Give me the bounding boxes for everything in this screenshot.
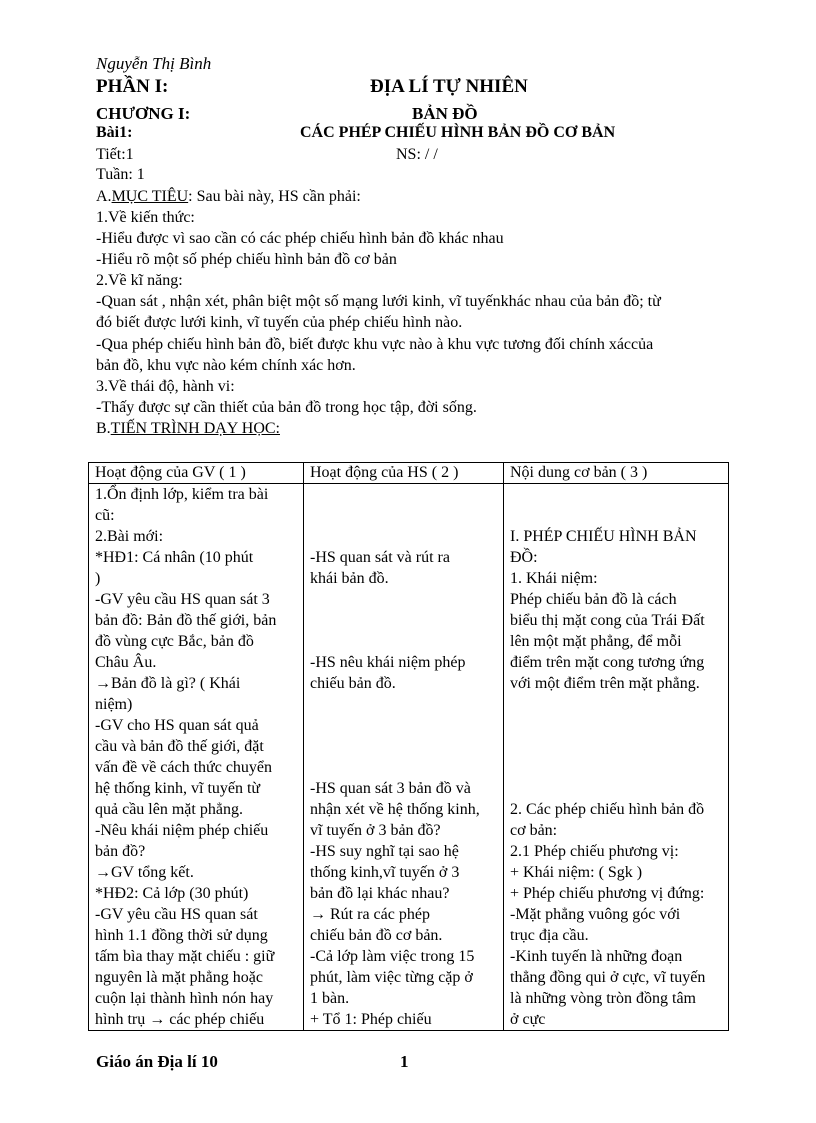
cell-line [510,715,722,736]
header-basic-content: Nội dung cơ bản ( 3 ) [504,463,729,484]
cell-line [310,526,497,547]
cell-line: trục địa cầu. [510,927,589,944]
objective-line: 1.Về kiến thức: [96,209,195,226]
cell-line [510,694,722,715]
objective-line: -Thấy được sự cần thiết của bản đồ trong học tập, đời sống. [96,399,477,416]
cell-line: điểm trên mặt cong tương ứng [510,654,705,671]
period-label: Tiết:1 [96,146,134,163]
cell-line [510,505,722,526]
cell-line: chiếu bản đồ cơ bản. [310,927,443,944]
cell-line: -HS suy nghĩ tại sao hệ [310,843,459,860]
cell-line: ĐỒ: [510,549,538,566]
cell-line: vĩ tuyến ở 3 bản đồ? [310,822,441,839]
objectives-heading [96,188,361,206]
cell-line: quả cầu lên mặt phẳng. [95,801,243,818]
lesson-title: CÁC PHÉP CHIẾU HÌNH BẢN ĐỒ CƠ BẢN [300,124,616,141]
cell-line: 1 bàn. [310,990,350,1007]
cell-line [310,505,497,526]
cell-line: cuộn lại thành hình nón hay [95,990,274,1007]
cell-line [310,757,497,778]
chapter-title: BẢN ĐỒ [412,104,478,123]
cell-line: 2. Các phép chiếu hình bản đồ [510,801,705,818]
cell-line: → Rút ra các phép [310,906,430,923]
cell-line [310,589,497,610]
cell-line: 2.Bài mới: [95,528,164,545]
teacher-activity-cell [89,484,304,1031]
student-activity-cell [304,484,504,1031]
week-label: Tuần: 1 [96,166,145,183]
cell-line: nhận xét về hệ thống kinh, [310,801,480,818]
footer-title: Giáo án Địa lí 10 [96,1052,218,1071]
header-student-activity: Hoạt động của HS ( 2 ) [304,463,504,484]
section-a-prefix: A. [96,188,112,205]
cell-line: ở cực [510,1011,546,1028]
objective-line: bản đồ, khu vực nào kém chính xác hơn. [96,357,356,374]
cell-line: bản đồ lại khác nhau? [310,885,450,902]
cell-line: I. PHÉP CHIẾU HÌNH BẢN [510,528,697,545]
section-b-prefix: B. [96,420,111,437]
cell-line: -GV cho HS quan sát quả [95,717,259,734]
objective-line: đó biết được lưới kinh, vĩ tuyến của phép chiếu hình nào. [96,314,463,331]
section-a-suffix: : Sau bài này, HS cần phải: [188,188,361,205]
cell-line [310,736,497,757]
cell-line [510,484,722,505]
table-header-row [89,463,729,484]
lesson-activities-table [88,462,729,1031]
cell-line: 2.1 Phép chiếu phương vị: [510,843,679,860]
cell-line [310,715,497,736]
cell-line: chiếu bản đồ. [310,675,396,692]
cell-line: -HS nêu khái niệm phép [310,654,466,671]
section-a-heading: MỤC TIÊU [111,188,189,205]
page-number: 1 [400,1052,409,1071]
cell-line: + Khái niệm: ( Sgk ) [510,864,643,881]
objective-line: -Hiểu rõ một số phép chiếu hình bản đồ cơ bản [96,251,397,268]
cell-line: + Tổ 1: Phép chiếu [310,1011,432,1028]
cell-line: -Kinh tuyến là những đoạn [510,948,683,965]
cell-line: -GV yêu cầu HS quan sát 3 [95,591,270,608]
cell-line: →Bản đồ là gì? ( Khái [95,675,241,692]
cell-line: thẳng đồng qui ở cực, vĩ tuyến [510,969,706,986]
cell-line [310,694,497,715]
cell-line: niệm) [95,696,133,713]
author-name: Nguyễn Thị Bình [96,54,212,73]
cell-line: biểu thị mặt cong của Trái Đất [510,612,705,629]
cell-line: vấn đề về cách thức chuyển [95,759,273,776]
part-title: ĐỊA LÍ TỰ NHIÊN [370,76,528,97]
chapter-label: CHƯƠNG I: [96,104,191,123]
cell-line: -Mặt phẳng vuông góc với [510,906,681,923]
process-heading [96,420,280,438]
table-row [89,484,729,1031]
cell-line: cơ bản: [510,822,558,839]
cell-line [510,778,722,799]
cell-line: ) [95,570,101,587]
cell-line: với một điểm trên mặt phẳng. [510,675,700,692]
objective-line: 2.Về kĩ năng: [96,272,183,289]
cell-line: Châu Âu. [95,654,157,671]
cell-line: là những vòng tròn đồng tâm [510,990,696,1007]
cell-line [310,631,497,652]
cell-line: *HĐ1: Cá nhân (10 phút [95,549,254,566]
cell-line [510,736,722,757]
ns-label: NS: / / [396,146,438,163]
cell-line: thống kinh,vĩ tuyến ở 3 [310,864,460,881]
cell-line [310,484,497,505]
part-label: PHẦN I: [96,76,169,97]
cell-line: + Phép chiếu phương vị đứng: [510,885,705,902]
cell-line: -HS quan sát 3 bản đồ và [310,780,471,797]
cell-line [510,757,722,778]
objective-line: -Hiểu được vì sao cần có các phép chiếu hình bản đồ khác nhau [96,230,504,247]
cell-line: hình trụ → các phép chiếu [95,1011,265,1028]
cell-line: phút, làm việc từng cặp ở [310,969,473,986]
cell-line: cầu và bản đồ thế giới, đặt [95,738,264,755]
lesson-label: Bài1: [96,124,133,141]
cell-line: *HĐ2: Cả lớp (30 phút) [95,885,249,902]
cell-line: nguyên là mặt phẳng hoặc [95,969,263,986]
cell-line: lên một mặt phẳng, để mỗi [510,633,682,650]
cell-line: tấm bìa thay mặt chiếu : giữ [95,948,275,965]
cell-line: -Cả lớp làm việc trong 15 [310,948,475,965]
objective-line: 3.Về thái độ, hành vi: [96,378,235,395]
header-teacher-activity: Hoạt động của GV ( 1 ) [89,463,304,484]
cell-line: cũ: [95,507,115,524]
cell-line: khái bản đồ. [310,570,389,587]
cell-line [310,610,497,631]
cell-line: →GV tổng kết. [95,864,194,881]
cell-line: đồ vùng cực Bắc, bản đồ [95,633,254,650]
cell-line: 1.Ổn định lớp, kiểm tra bài [95,486,269,503]
cell-line: bản đồ: Bản đồ thế giới, bản [95,612,277,629]
cell-line: bản đồ? [95,843,146,860]
cell-line: hệ thống kinh, vĩ tuyến từ [95,780,261,797]
basic-content-cell [504,484,729,1031]
objective-line: -Quan sát , nhận xét, phân biệt một số mạng lưới kinh, vĩ tuyếnkhác nhau của bản đồ; từ [96,293,661,310]
cell-line: Phép chiếu bản đồ là cách [510,591,677,608]
cell-line: 1. Khái niệm: [510,570,598,587]
cell-line: -HS quan sát và rút ra [310,549,450,566]
objective-line: -Qua phép chiếu hình bản đồ, biết được khu vực nào à khu vực tương đối chính xáccủa [96,336,654,353]
cell-line: hình 1.1 đồng thời sử dụng [95,927,268,944]
section-b-heading: TIẾN TRÌNH DẠY HỌC: [110,420,280,437]
cell-line: -Nêu khái niệm phép chiếu [95,822,269,839]
cell-line: -GV yêu cầu HS quan sát [95,906,258,923]
